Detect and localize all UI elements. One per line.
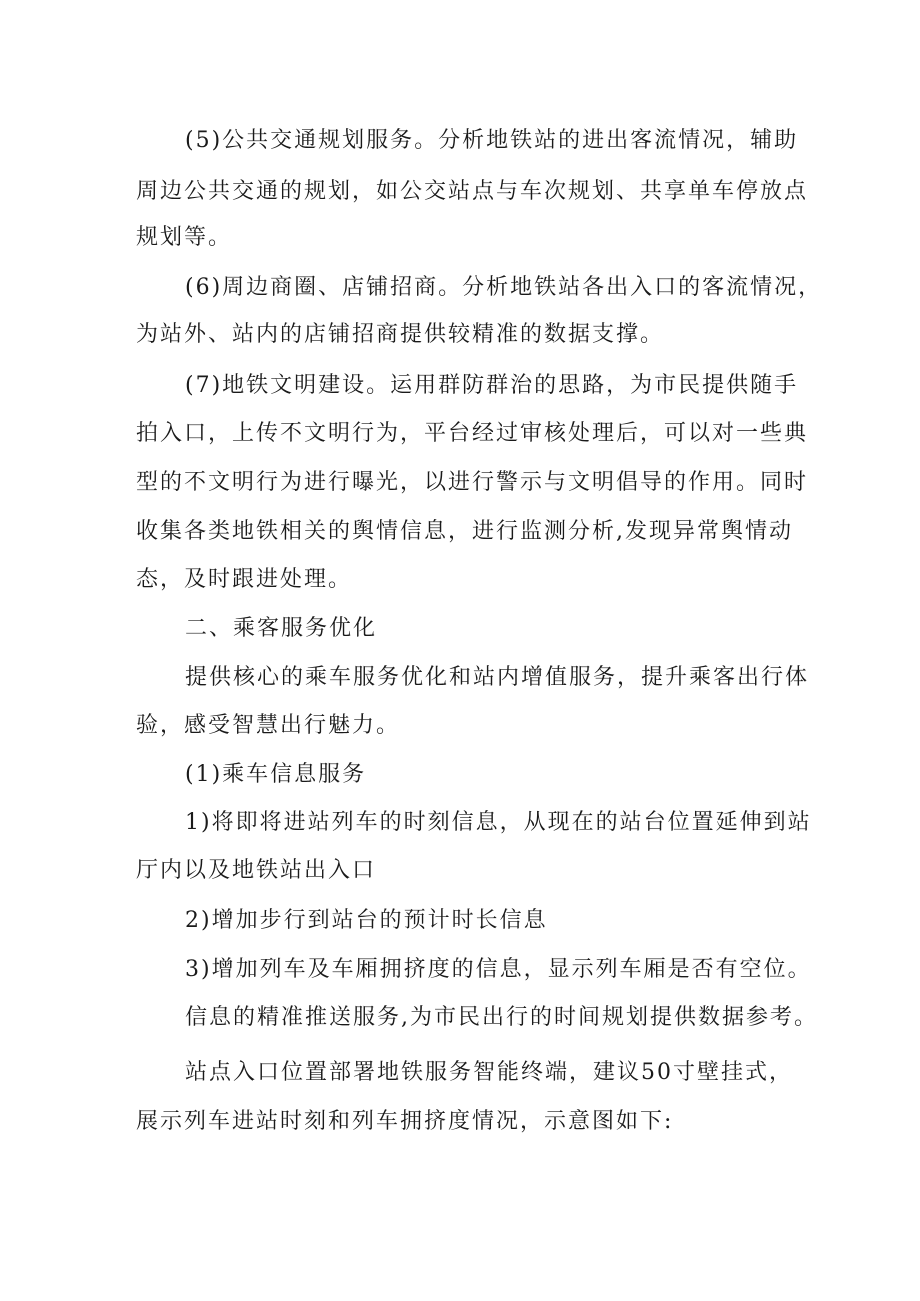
paragraph-line: 提供核心的乘车服务优化和站内增值服务，提升乘客出行体 — [185, 665, 810, 690]
paragraph-line: (5)公共交通规划服务。分析地铁站的进出客流情况，辅助 — [185, 128, 799, 153]
list-item: 1)将即将进站列车的时刻信息，从现在的站台位置延伸到站 — [185, 810, 812, 835]
paragraph-line: 周边公共交通的规划，如公交站点与车次规划、共享单车停放点 — [136, 179, 809, 204]
section-heading: 二、乘客服务优化 — [185, 616, 378, 641]
paragraph-line: (7)地铁文明建设。运用群防群治的思路，为市民提供随手 — [185, 373, 799, 398]
list-item: 3)增加列车及车厢拥挤度的信息，显示列车厢是否有空位。 — [185, 957, 812, 982]
paragraph-line: 收集各类地铁相关的舆情信息，进行监测分析,发现异常舆情动 — [136, 519, 793, 544]
paragraph-line: 站点入口位置部署地铁服务智能终端，建议50寸壁挂式， — [185, 1060, 793, 1085]
list-item-continuation: 厅内以及地铁站出入口 — [136, 858, 377, 883]
paragraph-line: 展示列车进站时刻和列车拥挤度情况，示意图如下: — [136, 1109, 674, 1134]
paragraph-line: 拍入口，上传不文明行为，平台经过审核处理后，可以对一些典 — [136, 421, 809, 446]
paragraph-line: 为站外、站内的店铺招商提供较精准的数据支撑。 — [136, 322, 665, 347]
subsection-heading: (1)乘车信息服务 — [185, 762, 367, 787]
paragraph-line: 型的不文明行为进行曝光，以进行警示与文明倡导的作用。同时 — [136, 470, 809, 495]
list-item: 2)增加步行到站台的预计时长信息 — [185, 908, 548, 933]
paragraph-line: 验，感受智慧出行魅力。 — [136, 713, 401, 738]
paragraph-line: 态，及时跟进处理。 — [136, 567, 353, 592]
paragraph-line: 规划等。 — [136, 225, 233, 250]
paragraph-line: 信息的精准推送服务,为市民出行的时间规划提供数据参考。 — [185, 1005, 818, 1030]
paragraph-line: (6)周边商圈、店铺招商。分析地铁站各出入口的客流情况， — [185, 275, 823, 300]
